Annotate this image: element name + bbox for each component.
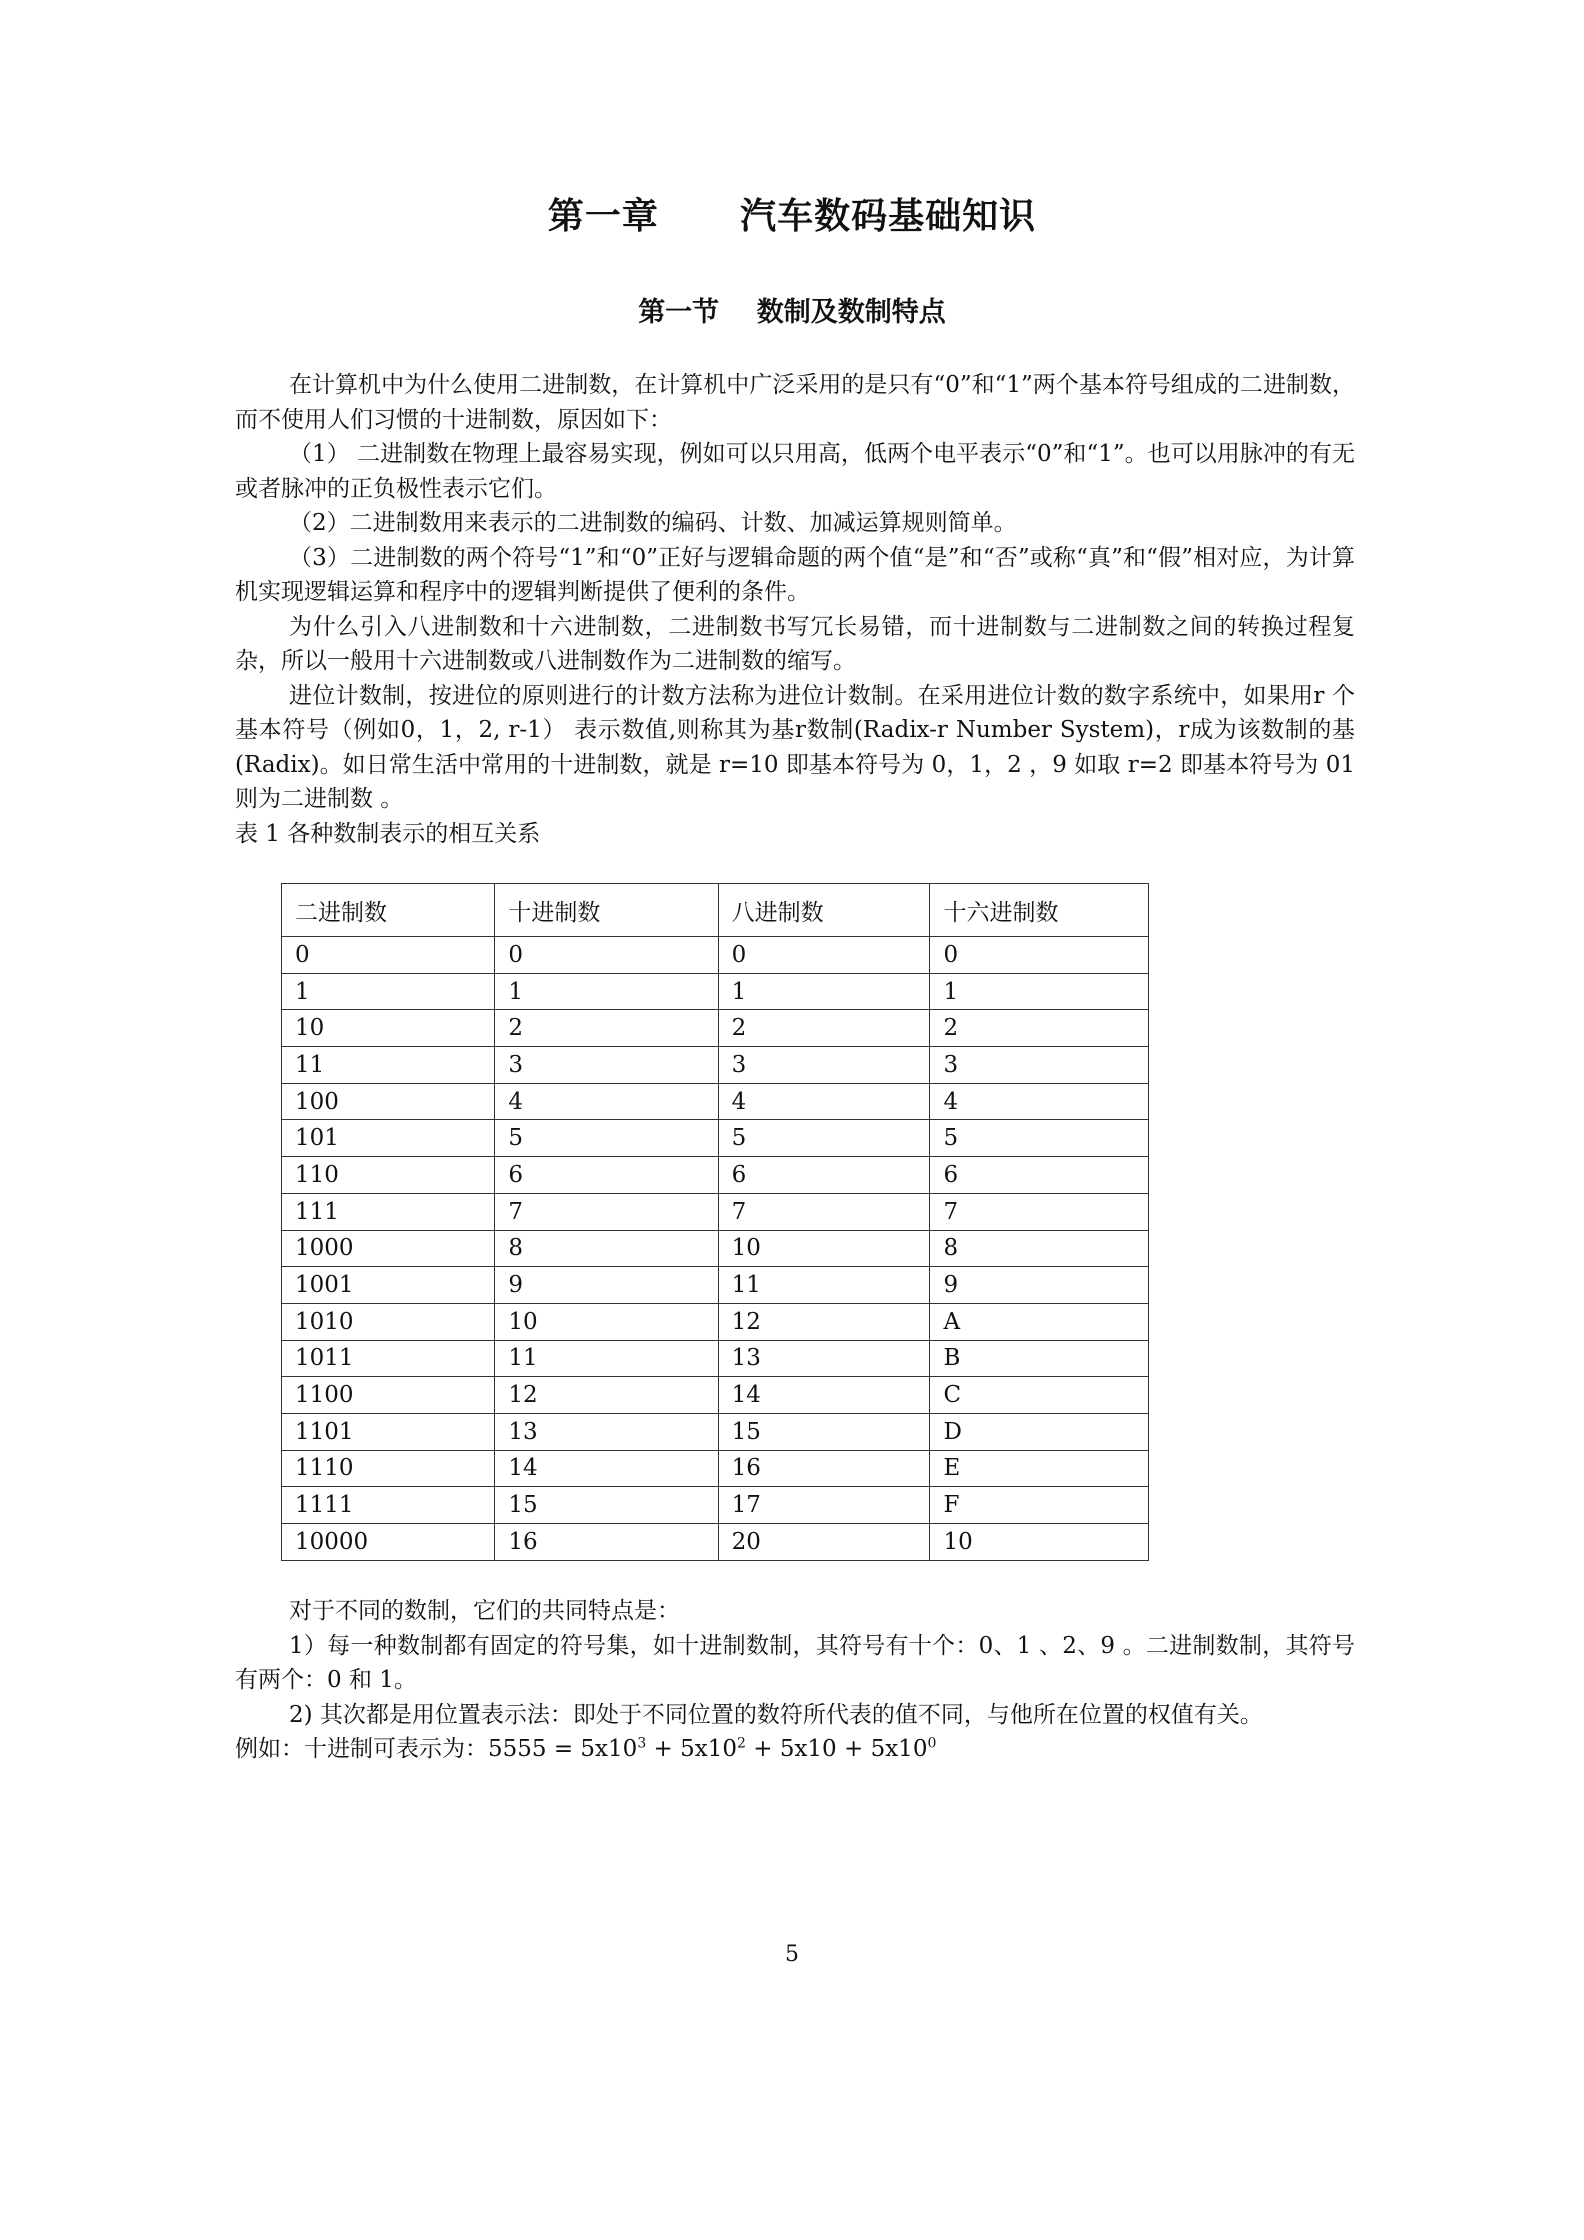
table-cell: 13 [495, 1413, 718, 1450]
table-cell: 13 [718, 1340, 930, 1377]
example-formula [235, 1732, 1355, 1767]
table-cell: F [930, 1487, 1149, 1524]
table-cell: 0 [930, 937, 1149, 974]
table-row [282, 1377, 1149, 1414]
column-header: 二进制数 [282, 884, 495, 937]
table-cell: 1001 [282, 1267, 495, 1304]
table-cell: 1101 [282, 1413, 495, 1450]
table-cell: 0 [718, 937, 930, 974]
table-cell: 11 [495, 1340, 718, 1377]
table-cell: 6 [718, 1157, 930, 1194]
table-cell: 9 [495, 1267, 718, 1304]
table-cell: 1100 [282, 1377, 495, 1414]
table-row [282, 1010, 1149, 1047]
table-cell: 0 [495, 937, 718, 974]
table-cell: 7 [930, 1193, 1149, 1230]
paragraph: （2）二进制数用来表示的二进制数的编码、计数、加减运算规则简单。 [289, 510, 1017, 536]
table-cell: 4 [930, 1083, 1149, 1120]
table-cell: 10 [282, 1010, 495, 1047]
table-cell: 14 [718, 1377, 930, 1414]
table-cell: 5 [718, 1120, 930, 1157]
table-cell: 20 [718, 1524, 930, 1561]
table-cell: 15 [495, 1487, 718, 1524]
paragraph: 对于不同的数制，它们的共同特点是： [289, 1598, 680, 1624]
table-cell: 10000 [282, 1524, 495, 1561]
column-header: 十六进制数 [930, 884, 1149, 937]
paragraph: （1） 二进制数在物理上最容易实现，例如可以只用高，低两个电平表示“0”和“1”。也可以用脉冲的有无或者脉冲的正负极性表示它们。 [235, 441, 1355, 502]
paragraph: 为什么引入八进制数和十六进制数，二进制数书写冗长易错，而十进制数与二进制数之间的转换过程复杂，所以一般用十六进制数或八进制数作为二进制数的缩写。 [235, 613, 1355, 674]
exponent: 2 [737, 1735, 746, 1752]
table-row [282, 937, 1149, 974]
table-row [282, 1340, 1149, 1377]
paragraph: （3）二进制数的两个符号“1”和“0”正好与逻辑命题的两个值“是”和“否”或称“真”和“假”相对应，为计算机实现逻辑运算和程序中的逻辑判断提供了便利的条件。 [235, 544, 1355, 605]
table-row [282, 1524, 1149, 1561]
table-body [282, 937, 1149, 1561]
table-cell: 1 [282, 973, 495, 1010]
table-cell: 16 [495, 1524, 718, 1561]
table-cell: 12 [495, 1377, 718, 1414]
table-row [282, 1450, 1149, 1487]
table-row [282, 973, 1149, 1010]
table-cell: 0 [282, 937, 495, 974]
table-cell: 9 [930, 1267, 1149, 1304]
table-cell: 11 [282, 1047, 495, 1084]
table-row [282, 1083, 1149, 1120]
table-row [282, 1487, 1149, 1524]
table-cell: E [930, 1450, 1149, 1487]
table-cell: 8 [930, 1230, 1149, 1267]
body-text [235, 368, 1355, 851]
table-cell: 1000 [282, 1230, 495, 1267]
table-cell: 6 [495, 1157, 718, 1194]
table-cell: 1110 [282, 1450, 495, 1487]
chapter-title: 第一章 汽车数码基础知识 [547, 196, 1037, 237]
table-cell: 3 [718, 1047, 930, 1084]
table-cell: 12 [718, 1303, 930, 1340]
table-cell: 10 [930, 1524, 1149, 1561]
table-cell: 10 [495, 1303, 718, 1340]
formula-text: 例如：十进制可表示为：5555 = 5x10 [235, 1736, 638, 1762]
table-cell: 4 [495, 1083, 718, 1120]
table-cell: 7 [495, 1193, 718, 1230]
table-cell: 16 [718, 1450, 930, 1487]
features-text [235, 1594, 1355, 1767]
column-header: 十进制数 [495, 884, 718, 937]
table-row [282, 1047, 1149, 1084]
table-cell: 1111 [282, 1487, 495, 1524]
table-header-row [282, 884, 1149, 937]
table-cell: B [930, 1340, 1149, 1377]
table-cell: 2 [495, 1010, 718, 1047]
table-cell: 1 [718, 973, 930, 1010]
number-system-table [281, 883, 1149, 1561]
table-row [282, 1303, 1149, 1340]
exponent: 3 [637, 1735, 647, 1752]
formula-text: + 5x10 + 5x10 [745, 1736, 928, 1762]
table-cell: 8 [495, 1230, 718, 1267]
table-row [282, 1193, 1149, 1230]
table-cell: 6 [930, 1157, 1149, 1194]
table-cell: 1011 [282, 1340, 495, 1377]
page-number: 5 [785, 1942, 799, 1967]
table-cell: 7 [718, 1193, 930, 1230]
table-cell: A [930, 1303, 1149, 1340]
table-cell: 1 [930, 973, 1149, 1010]
table-cell: C [930, 1377, 1149, 1414]
paragraph: 在计算机中为什么使用二进制数，在计算机中广泛采用的是只有“0”和“1”两个基本符号组成的二进制数，而不使用人们习惯的十进制数，原因如下： [235, 372, 1355, 433]
table-cell: 1 [495, 973, 718, 1010]
table-row [282, 1120, 1149, 1157]
column-header: 八进制数 [718, 884, 930, 937]
paragraph: 进位计数制，按进位的原则进行的计数方法称为进位计数制。在采用进位计数的数字系统中，如果用r 个基本符号（例如0，1，2, r-1） 表示数值,则称其为基r数制(Radix-r Number System)，r成为该数制的基(Radix)。如日常生活中常用的十进制数，就是 r=10 即基本符号为 0，1，2 ，9 如取 r=2 即基本符号为 01 则为二进制数 。 [235, 682, 1355, 812]
exponent: 0 [927, 1735, 937, 1752]
table-cell: 5 [930, 1120, 1149, 1157]
table-row [282, 1267, 1149, 1304]
paragraph: 1）每一种数制都有固定的符号集，如十进制数制，其符号有十个：0、1 、2、9 。二进制数制，其符号有两个：0 和 1。 [235, 1632, 1355, 1693]
table-cell: D [930, 1413, 1149, 1450]
table-cell: 17 [718, 1487, 930, 1524]
table-cell: 11 [718, 1267, 930, 1304]
table-cell: 3 [930, 1047, 1149, 1084]
table-cell: 14 [495, 1450, 718, 1487]
table-cell: 101 [282, 1120, 495, 1157]
table-cell: 2 [718, 1010, 930, 1047]
section-title: 第一节 数制及数制特点 [638, 297, 946, 328]
table-row [282, 1157, 1149, 1194]
table-cell: 4 [718, 1083, 930, 1120]
formula-text: + 5x10 [646, 1736, 737, 1762]
table-caption: 表 1 各种数制表示的相互关系 [235, 820, 541, 847]
table-cell: 111 [282, 1193, 495, 1230]
table-cell: 15 [718, 1413, 930, 1450]
table-cell: 1010 [282, 1303, 495, 1340]
table-cell: 10 [718, 1230, 930, 1267]
table-row [282, 1230, 1149, 1267]
table-cell: 3 [495, 1047, 718, 1084]
table-cell: 110 [282, 1157, 495, 1194]
table-cell: 5 [495, 1120, 718, 1157]
table-row [282, 1413, 1149, 1450]
table-cell: 2 [930, 1010, 1149, 1047]
paragraph: 2) 其次都是用位置表示法：即处于不同位置的数符所代表的值不同，与他所在位置的权值有关。 [289, 1701, 1263, 1728]
table-cell: 100 [282, 1083, 495, 1120]
